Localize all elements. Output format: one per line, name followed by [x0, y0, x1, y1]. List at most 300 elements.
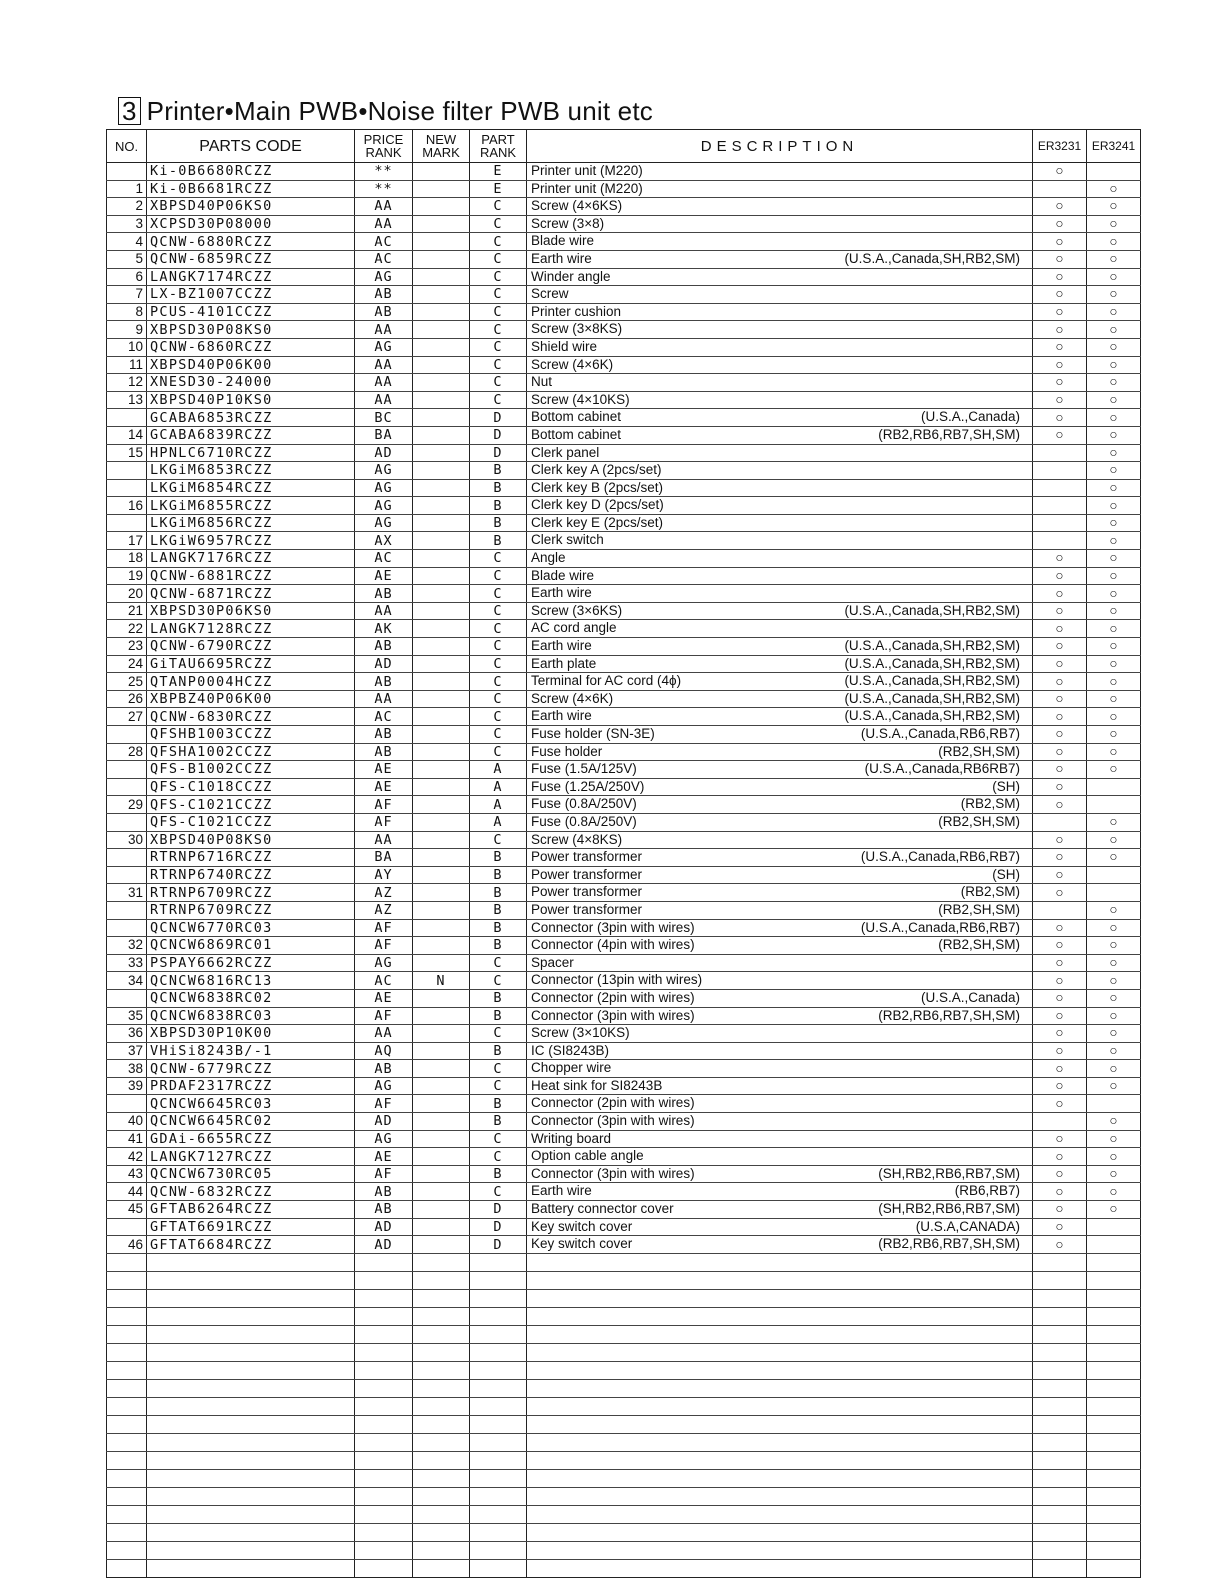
description-text: Printer unit (M220) — [531, 180, 643, 196]
parts-code: RTRNP6740RCZZ — [147, 866, 355, 884]
blank-row — [107, 1271, 1141, 1289]
blank-cell — [1087, 1289, 1141, 1307]
er3241-mark: ○ — [1087, 567, 1141, 585]
new-mark — [413, 268, 470, 286]
blank-cell — [527, 1361, 1033, 1379]
blank-cell — [1033, 1559, 1087, 1577]
blank-cell — [107, 1379, 147, 1397]
part-rank: D — [470, 409, 527, 427]
parts-code: HPNLC6710RCZZ — [147, 444, 355, 462]
er3231-mark: ○ — [1033, 250, 1087, 268]
blank-cell — [1033, 1523, 1087, 1541]
price-rank: AB — [355, 743, 413, 761]
blank-cell — [1087, 1397, 1141, 1415]
er3241-mark: ○ — [1087, 180, 1141, 198]
er3241-mark: ○ — [1087, 338, 1141, 356]
part-rank: A — [470, 778, 527, 796]
er3231-mark: ○ — [1033, 409, 1087, 427]
description — [527, 831, 1033, 849]
new-mark — [413, 250, 470, 268]
part-rank: C — [470, 1183, 527, 1201]
description — [527, 1148, 1033, 1166]
row-number: 25 — [107, 673, 147, 691]
price-rank: AC — [355, 708, 413, 726]
er3241-mark: ○ — [1087, 602, 1141, 620]
er3241-mark: ○ — [1087, 532, 1141, 550]
description-text: Connector (2pin with wires) — [531, 1095, 695, 1111]
new-mark — [413, 479, 470, 497]
blank-cell — [107, 1505, 147, 1523]
description-text: Key switch cover — [531, 1218, 633, 1234]
table-row — [107, 989, 1141, 1007]
destination-note: (U.S.A.,Canada,RB6,RB7) — [860, 919, 1020, 935]
er3241-mark: ○ — [1087, 1130, 1141, 1148]
blank-cell — [470, 1415, 527, 1433]
price-rank: BA — [355, 426, 413, 444]
new-mark — [413, 321, 470, 339]
er3241-mark: ○ — [1087, 690, 1141, 708]
description — [527, 743, 1033, 761]
parts-code: Ki-0B6681RCZZ — [147, 180, 355, 198]
blank-cell — [107, 1433, 147, 1451]
description-text: Screw (3×6KS) — [531, 602, 623, 618]
new-mark — [413, 708, 470, 726]
parts-code: XBPSD40P06K00 — [147, 356, 355, 374]
new-mark — [413, 796, 470, 814]
parts-code: XBPBZ40P06K00 — [147, 690, 355, 708]
description-text: Screw (4×6KS) — [531, 198, 623, 214]
part-rank: B — [470, 937, 527, 955]
blank-cell — [355, 1271, 413, 1289]
table-row — [107, 1218, 1141, 1236]
table-row — [107, 866, 1141, 884]
parts-code: QTANP0004HCZZ — [147, 673, 355, 691]
parts-code: LANGK7176RCZZ — [147, 550, 355, 568]
part-rank: C — [470, 1025, 527, 1043]
blank-cell — [147, 1343, 355, 1361]
description — [527, 462, 1033, 480]
blank-cell — [355, 1397, 413, 1415]
er3231-mark: ○ — [1033, 1236, 1087, 1254]
part-rank: B — [470, 866, 527, 884]
description — [527, 1201, 1033, 1219]
new-mark — [413, 163, 470, 181]
blank-cell — [147, 1451, 355, 1469]
er3241-mark: ○ — [1087, 1025, 1141, 1043]
er3231-mark: ○ — [1033, 743, 1087, 761]
part-rank: C — [470, 655, 527, 673]
header-er3231: ER3231 — [1033, 130, 1087, 163]
price-rank: AF — [355, 919, 413, 937]
row-number: 9 — [107, 321, 147, 339]
description-text: Battery connector cover — [531, 1201, 674, 1217]
part-rank: B — [470, 497, 527, 515]
new-mark — [413, 338, 470, 356]
parts-code: RTRNP6709RCZZ — [147, 901, 355, 919]
er3231-mark — [1033, 901, 1087, 919]
blank-cell — [1033, 1469, 1087, 1487]
row-number: 16 — [107, 497, 147, 515]
er3231-mark — [1033, 514, 1087, 532]
description-text: Bottom cabinet — [531, 426, 622, 442]
parts-code: GDAi-6655RCZZ — [147, 1130, 355, 1148]
row-number: 29 — [107, 796, 147, 814]
blank-cell — [107, 1469, 147, 1487]
description-text: Earth wire — [531, 708, 592, 724]
description-text: Earth wire — [531, 585, 592, 601]
er3231-mark: ○ — [1033, 338, 1087, 356]
blank-cell — [1033, 1307, 1087, 1325]
row-number: 44 — [107, 1183, 147, 1201]
blank-cell — [1033, 1541, 1087, 1559]
price-rank: AE — [355, 778, 413, 796]
row-number: 13 — [107, 391, 147, 409]
blank-cell — [1087, 1487, 1141, 1505]
part-rank: B — [470, 884, 527, 902]
row-number: 15 — [107, 444, 147, 462]
table-row — [107, 638, 1141, 656]
blank-row — [107, 1505, 1141, 1523]
part-rank: C — [470, 972, 527, 990]
part-rank: C — [470, 708, 527, 726]
description-text: Fuse (1.5A/125V) — [531, 761, 637, 777]
new-mark — [413, 1007, 470, 1025]
description-text: Shield wire — [531, 338, 598, 354]
header-parts-code: PARTS CODE — [147, 130, 355, 163]
blank-cell — [1033, 1361, 1087, 1379]
er3231-mark: ○ — [1033, 831, 1087, 849]
er3231-mark: ○ — [1033, 567, 1087, 585]
parts-code: LX-BZ1007CCZZ — [147, 286, 355, 304]
price-rank: AG — [355, 514, 413, 532]
er3231-mark: ○ — [1033, 989, 1087, 1007]
price-rank: AB — [355, 1201, 413, 1219]
description — [527, 638, 1033, 656]
parts-code: QCNCW6770RC03 — [147, 919, 355, 937]
price-rank: AD — [355, 1113, 413, 1131]
new-mark — [413, 303, 470, 321]
price-rank: AE — [355, 567, 413, 585]
new-mark — [413, 567, 470, 585]
part-rank: A — [470, 813, 527, 831]
row-number: 12 — [107, 374, 147, 392]
er3231-mark: ○ — [1033, 303, 1087, 321]
parts-code: QCNW-6881RCZZ — [147, 567, 355, 585]
blank-cell — [107, 1559, 147, 1577]
table-row — [107, 268, 1141, 286]
parts-code: XBPSD40P06KS0 — [147, 198, 355, 216]
description — [527, 1183, 1033, 1201]
blank-cell — [527, 1523, 1033, 1541]
description-text: Power transformer — [531, 849, 643, 865]
new-mark — [413, 673, 470, 691]
er3231-mark: ○ — [1033, 198, 1087, 216]
price-rank: ** — [355, 163, 413, 181]
parts-code: QCNCW6645RC03 — [147, 1095, 355, 1113]
description-text: Bottom cabinet — [531, 409, 622, 425]
description — [527, 1042, 1033, 1060]
parts-code: PRDAF2317RCZZ — [147, 1077, 355, 1095]
blank-cell — [470, 1523, 527, 1541]
price-rank: AD — [355, 655, 413, 673]
part-rank: C — [470, 620, 527, 638]
new-mark — [413, 550, 470, 568]
blank-cell — [413, 1307, 470, 1325]
price-rank: AF — [355, 937, 413, 955]
parts-table — [106, 129, 1141, 1578]
part-rank: C — [470, 250, 527, 268]
description — [527, 1095, 1033, 1113]
row-number: 14 — [107, 426, 147, 444]
table-row — [107, 585, 1141, 603]
er3241-mark: ○ — [1087, 989, 1141, 1007]
er3231-mark: ○ — [1033, 673, 1087, 691]
row-number: 46 — [107, 1236, 147, 1254]
parts-code: XBPSD40P08KS0 — [147, 831, 355, 849]
blank-cell — [413, 1361, 470, 1379]
blank-cell — [355, 1523, 413, 1541]
destination-note: (U.S.A.,Canada) — [920, 989, 1020, 1005]
blank-cell — [1087, 1253, 1141, 1271]
er3241-mark: ○ — [1087, 901, 1141, 919]
description — [527, 180, 1033, 198]
row-number: 43 — [107, 1165, 147, 1183]
part-rank: C — [470, 286, 527, 304]
description-text: Connector (13pin with wires) — [531, 972, 703, 988]
price-rank: AB — [355, 585, 413, 603]
price-rank: AB — [355, 1183, 413, 1201]
blank-cell — [107, 1289, 147, 1307]
table-row — [107, 937, 1141, 955]
price-rank: AB — [355, 638, 413, 656]
destination-note: (U.S.A.,Canada,SH,RB2,SM) — [844, 602, 1020, 618]
destination-note: (SH) — [992, 778, 1020, 794]
blank-cell — [527, 1325, 1033, 1343]
table-row — [107, 321, 1141, 339]
price-rank: AZ — [355, 884, 413, 902]
new-mark — [413, 1148, 470, 1166]
price-rank: AA — [355, 831, 413, 849]
new-mark — [413, 532, 470, 550]
part-rank: C — [470, 374, 527, 392]
price-rank: AG — [355, 1130, 413, 1148]
new-mark — [413, 602, 470, 620]
blank-cell — [413, 1523, 470, 1541]
table-row — [107, 479, 1141, 497]
table-row — [107, 620, 1141, 638]
description — [527, 620, 1033, 638]
price-rank: AE — [355, 1148, 413, 1166]
new-mark — [413, 585, 470, 603]
description — [527, 1236, 1033, 1254]
table-row — [107, 338, 1141, 356]
parts-code: LKGiM6855RCZZ — [147, 497, 355, 515]
er3231-mark: ○ — [1033, 286, 1087, 304]
blank-cell — [413, 1379, 470, 1397]
description — [527, 778, 1033, 796]
description-text: Blade wire — [531, 233, 595, 249]
new-mark — [413, 286, 470, 304]
part-rank: C — [470, 321, 527, 339]
destination-note: (U.S.A.,Canada,RB6,RB7) — [860, 726, 1020, 741]
description-text: Clerk key D (2pcs/set) — [531, 497, 664, 513]
description — [527, 866, 1033, 884]
price-rank: AG — [355, 497, 413, 515]
blank-cell — [413, 1469, 470, 1487]
part-rank: C — [470, 638, 527, 656]
er3241-mark: ○ — [1087, 286, 1141, 304]
er3231-mark: ○ — [1033, 1077, 1087, 1095]
parts-code: LANGK7127RCZZ — [147, 1148, 355, 1166]
new-mark — [413, 813, 470, 831]
price-rank: AD — [355, 1236, 413, 1254]
description-text: Earth wire — [531, 1183, 592, 1199]
row-number: 22 — [107, 620, 147, 638]
price-rank: ** — [355, 180, 413, 198]
destination-note: (SH,RB2,RB6,RB7,SM) — [878, 1201, 1020, 1217]
parts-code: LKGiM6856RCZZ — [147, 514, 355, 532]
description-text: Spacer — [531, 954, 574, 970]
blank-cell — [147, 1523, 355, 1541]
er3241-mark: ○ — [1087, 409, 1141, 427]
blank-cell — [355, 1379, 413, 1397]
er3231-mark — [1033, 180, 1087, 198]
part-rank: A — [470, 796, 527, 814]
price-rank: AB — [355, 726, 413, 744]
er3241-mark: ○ — [1087, 655, 1141, 673]
row-number — [107, 514, 147, 532]
price-rank: AQ — [355, 1042, 413, 1060]
description — [527, 919, 1033, 937]
description-text: Screw (4×6K) — [531, 356, 614, 372]
price-rank: AG — [355, 1077, 413, 1095]
destination-note: (U.S.A.,Canada,SH,RB2,SM) — [844, 673, 1020, 689]
er3241-mark — [1087, 1218, 1141, 1236]
blank-row — [107, 1361, 1141, 1379]
blank-cell — [527, 1343, 1033, 1361]
blank-cell — [413, 1433, 470, 1451]
er3231-mark — [1033, 813, 1087, 831]
blank-cell — [1087, 1451, 1141, 1469]
price-rank: AD — [355, 444, 413, 462]
row-number — [107, 761, 147, 779]
table-row — [107, 356, 1141, 374]
er3241-mark: ○ — [1087, 1165, 1141, 1183]
new-mark — [413, 1201, 470, 1219]
er3231-mark: ○ — [1033, 321, 1087, 339]
er3231-mark: ○ — [1033, 1165, 1087, 1183]
price-rank: AY — [355, 866, 413, 884]
new-mark — [413, 409, 470, 427]
er3231-mark: ○ — [1033, 1007, 1087, 1025]
part-rank: C — [470, 356, 527, 374]
description — [527, 391, 1033, 409]
blank-row — [107, 1379, 1141, 1397]
blank-row — [107, 1541, 1141, 1559]
description — [527, 901, 1033, 919]
table-row — [107, 1060, 1141, 1078]
new-mark — [413, 1060, 470, 1078]
part-rank: B — [470, 1007, 527, 1025]
er3241-mark: ○ — [1087, 514, 1141, 532]
description-text: Screw (4×10KS) — [531, 391, 630, 407]
blank-cell — [147, 1469, 355, 1487]
er3231-mark: ○ — [1033, 708, 1087, 726]
parts-code: XBPSD30P06KS0 — [147, 602, 355, 620]
row-number: 11 — [107, 356, 147, 374]
part-rank: C — [470, 391, 527, 409]
description — [527, 479, 1033, 497]
er3241-mark: ○ — [1087, 215, 1141, 233]
new-mark — [413, 1218, 470, 1236]
new-mark — [413, 1025, 470, 1043]
description-text: Printer unit (M220) — [531, 163, 643, 178]
blank-cell — [470, 1343, 527, 1361]
header-no: NO. — [107, 130, 147, 163]
table-row — [107, 303, 1141, 321]
header-price-rank: PRICE RANK — [355, 130, 413, 163]
price-rank: AA — [355, 198, 413, 216]
blank-cell — [470, 1541, 527, 1559]
table-row — [107, 1007, 1141, 1025]
part-rank: B — [470, 919, 527, 937]
blank-cell — [147, 1505, 355, 1523]
table-row — [107, 708, 1141, 726]
table-row — [107, 286, 1141, 304]
er3241-mark: ○ — [1087, 1042, 1141, 1060]
parts-code: QCNW-6779RCZZ — [147, 1060, 355, 1078]
new-mark — [413, 690, 470, 708]
er3231-mark: ○ — [1033, 1201, 1087, 1219]
blank-cell — [147, 1433, 355, 1451]
description — [527, 1165, 1033, 1183]
blank-cell — [527, 1541, 1033, 1559]
er3241-mark: ○ — [1087, 708, 1141, 726]
table-row — [107, 726, 1141, 744]
description — [527, 286, 1033, 304]
description-text: IC (SI8243B) — [531, 1042, 610, 1058]
table-row — [107, 690, 1141, 708]
description — [527, 444, 1033, 462]
description-text: Screw (4×6K) — [531, 690, 614, 706]
part-rank: A — [470, 761, 527, 779]
blank-cell — [527, 1451, 1033, 1469]
new-mark — [413, 901, 470, 919]
new-mark — [413, 215, 470, 233]
table-row — [107, 1201, 1141, 1219]
blank-cell — [107, 1415, 147, 1433]
row-number — [107, 813, 147, 831]
parts-code: XCPSD30P08000 — [147, 215, 355, 233]
parts-code: LKGiM6854RCZZ — [147, 479, 355, 497]
parts-code: QCNCW6838RC03 — [147, 1007, 355, 1025]
part-rank: B — [470, 532, 527, 550]
price-rank: AF — [355, 1165, 413, 1183]
row-number: 4 — [107, 233, 147, 251]
blank-cell — [1087, 1559, 1141, 1577]
new-mark — [413, 726, 470, 744]
blank-row — [107, 1433, 1141, 1451]
row-number: 26 — [107, 690, 147, 708]
blank-cell — [355, 1415, 413, 1433]
table-row — [107, 655, 1141, 673]
new-mark — [413, 884, 470, 902]
description-text: Screw (3×8KS) — [531, 321, 623, 337]
blank-cell — [1033, 1271, 1087, 1289]
new-mark — [413, 426, 470, 444]
price-rank: AC — [355, 550, 413, 568]
part-rank: C — [470, 1130, 527, 1148]
